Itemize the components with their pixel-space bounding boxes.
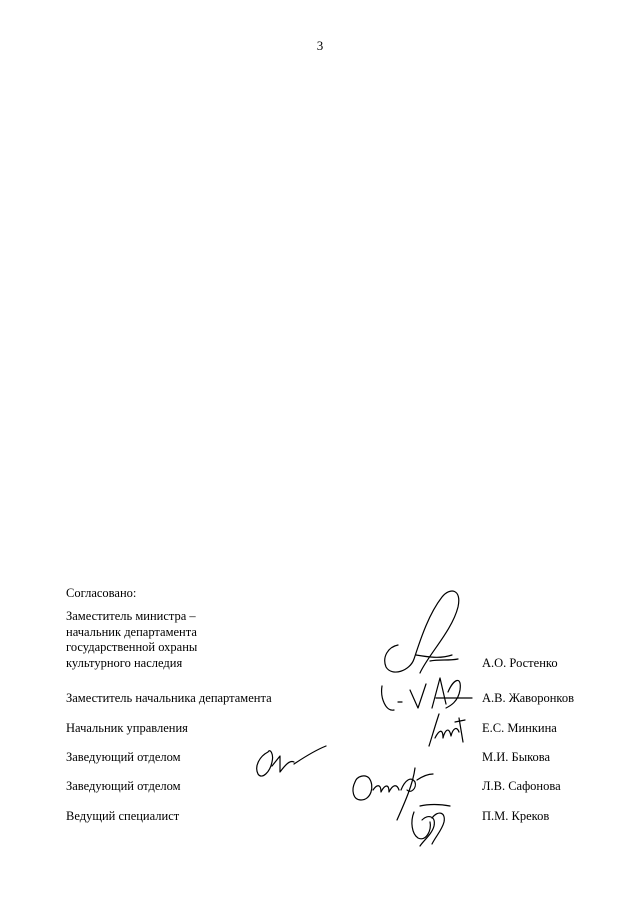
signatory-row: [66, 605, 586, 671]
signatory-position: Заведующий отделом: [66, 749, 181, 764]
signatory-position: Ведущий специалист: [66, 808, 180, 823]
page-number: 3: [316, 38, 324, 53]
signatory-position: Заместитель начальника департамента: [66, 690, 272, 705]
signatory-name: А.В. Жаворонков: [482, 690, 575, 705]
signatory-name: Е.С. Минкина: [482, 720, 557, 735]
approval-title: Согласовано:: [66, 586, 137, 600]
signature-bykova: [250, 742, 330, 782]
signatory-position: Начальник управления: [66, 720, 188, 735]
signatory-name: Л.В. Сафонова: [482, 778, 561, 793]
signature-rostenko: [370, 585, 470, 685]
signature-krekov: [400, 800, 466, 850]
signatory-row: [66, 720, 586, 736]
signatory-position: Заведующий отделом: [66, 778, 181, 793]
signature-minkina: [425, 708, 467, 750]
signatory-name: А.О. Ростенко: [482, 655, 558, 670]
signatory-name: П.М. Креков: [482, 808, 550, 823]
signatory-name: М.И. Быкова: [482, 749, 551, 764]
signatory-position: Заместитель министра – начальник департамента государственной охраны культурного наследия: [66, 609, 198, 670]
signatory-row: [66, 690, 586, 706]
signatory-row: [66, 808, 586, 824]
